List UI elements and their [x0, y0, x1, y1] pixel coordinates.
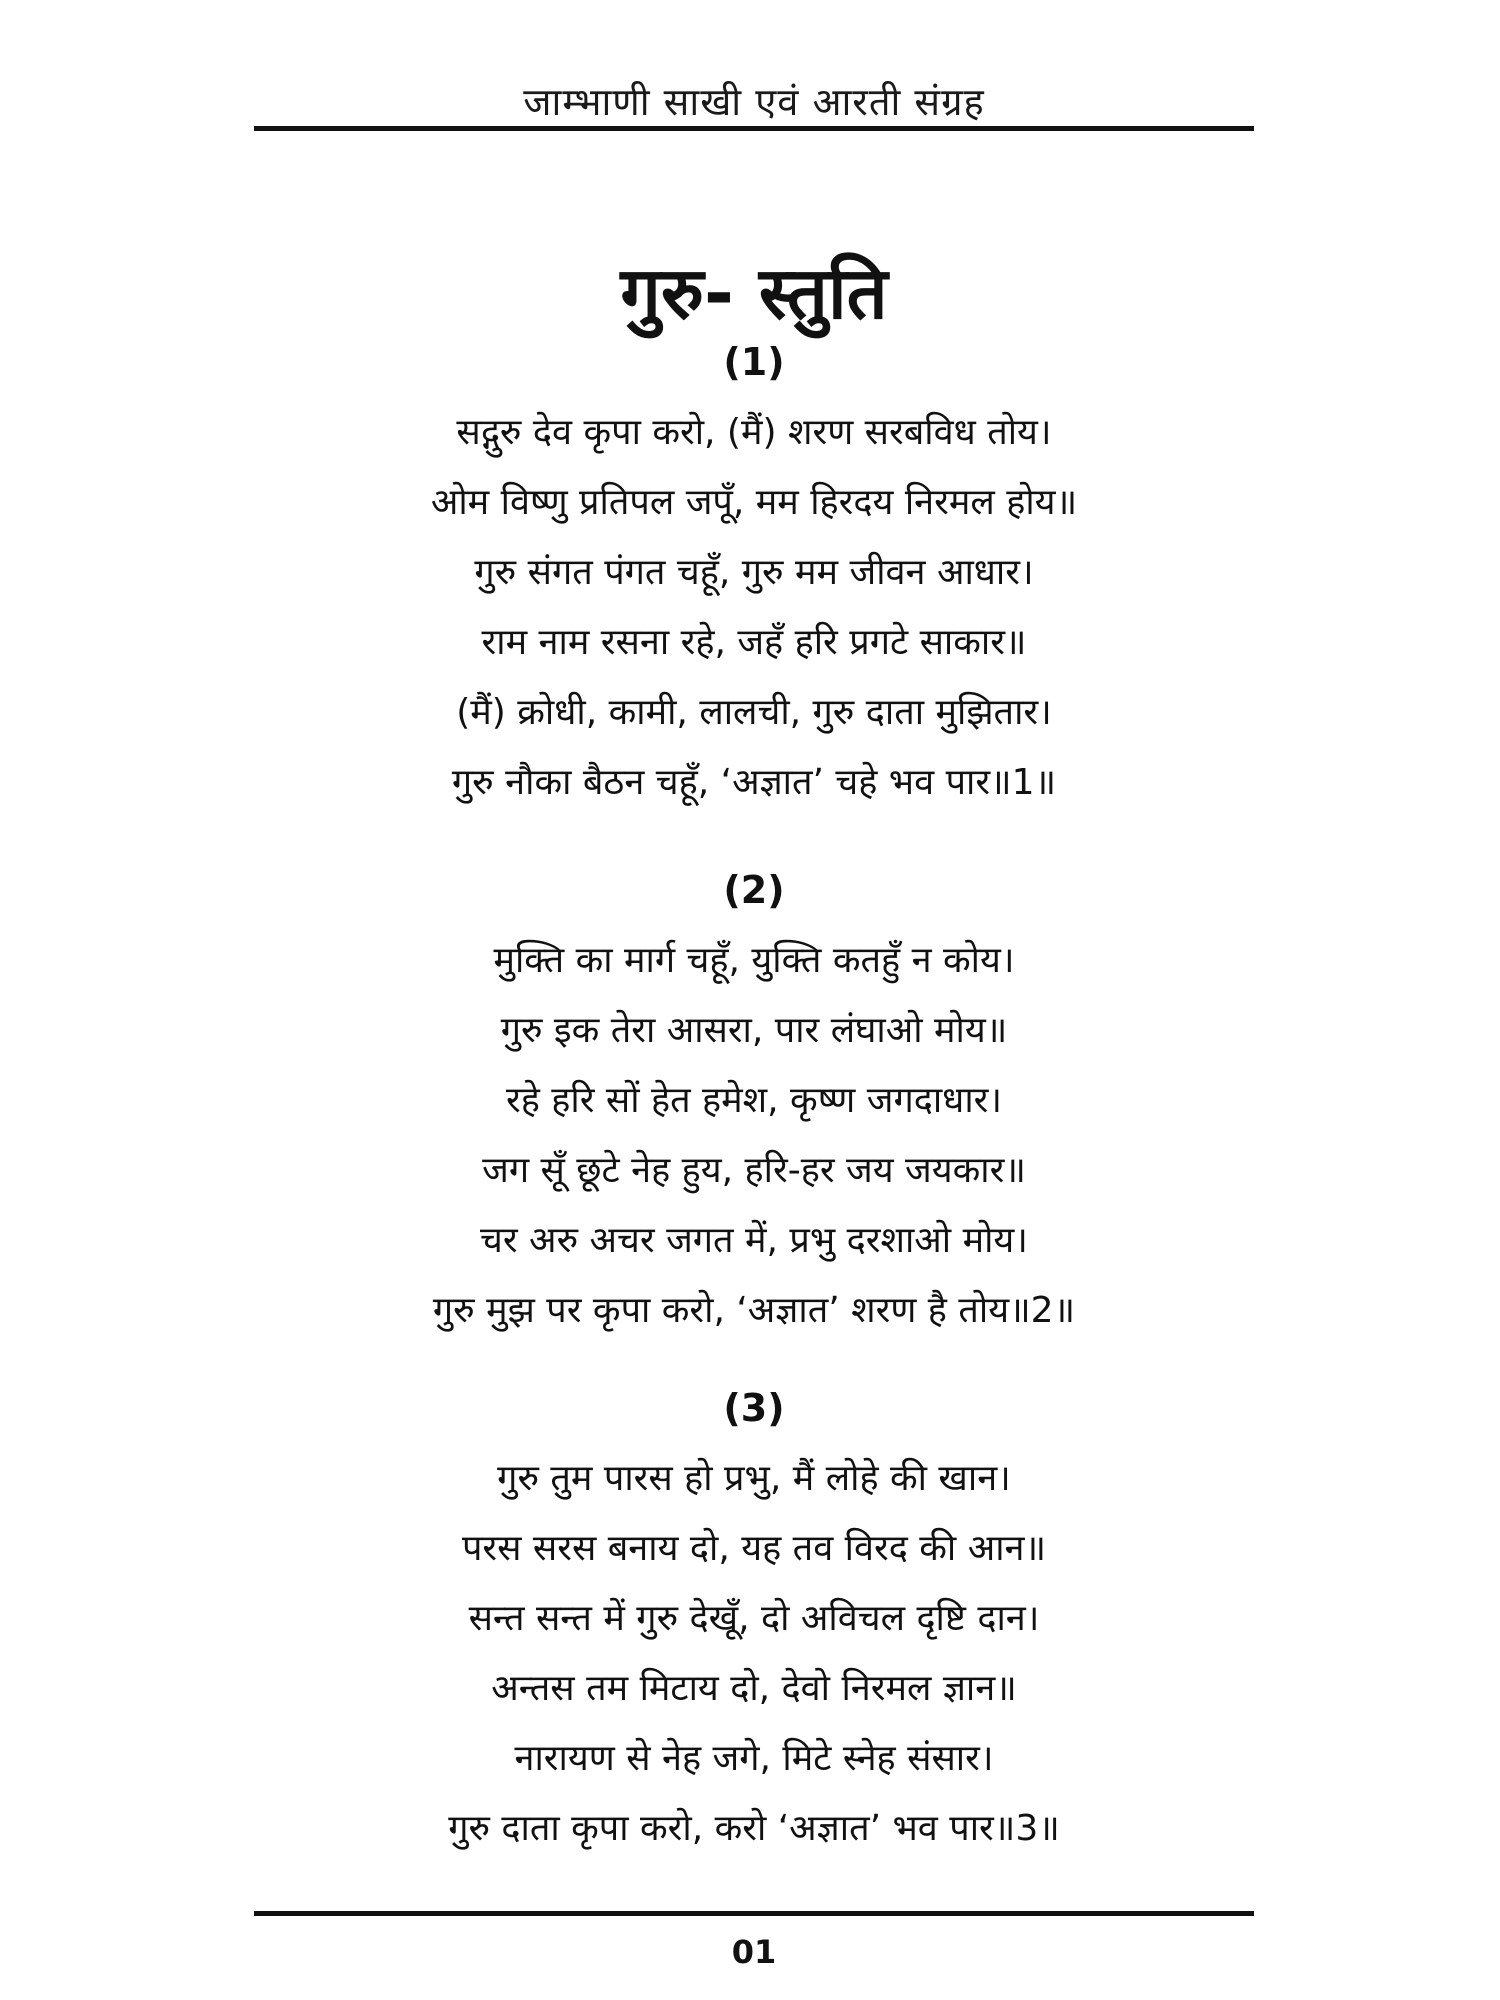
- verse-line: (मैं) क्रोधी, कामी, लालची, गुरु दाता मुझितार।: [456, 692, 1052, 733]
- stanza-number: (3): [723, 1386, 785, 1430]
- stanza-number: (2): [723, 868, 785, 912]
- verse-line: गुरु संगत पंगत चहूँ, गुरु मम जीवन आधार।: [474, 552, 1034, 593]
- header-rule: [254, 126, 1254, 131]
- verse-line: सद्गुरु देव कृपा करो, (मैं) शरण सरबविध तोय।: [456, 412, 1052, 453]
- stanza-2: [254, 862, 1254, 1346]
- verse-line: गुरु तुम पारस हो प्रभु, मैं लोहे की खान।: [497, 1458, 1011, 1499]
- verse-line: जग सूँ छूटे नेह हुय, हरि-हर जय जयकार॥: [482, 1150, 1026, 1191]
- page-title: गुरु- स्तुति: [620, 251, 888, 336]
- verse-line: गुरु दाता कृपा करो, करो ‘अज्ञात’ भव पार॥3॥: [448, 1808, 1060, 1849]
- running-header: जाम्भाणी साखी एवं आरती संग्रह: [523, 80, 985, 124]
- footer-rule: [254, 1911, 1254, 1916]
- verse-line: परस सरस बनाय दो, यह तव विरद की आन॥: [461, 1528, 1047, 1569]
- verse-line: राम नाम रसना रहे, जहँ हरि प्रगटे साकार॥: [481, 622, 1027, 663]
- verse-line: मुक्ति का मार्ग चहूँ, युक्ति कतहुँ न कोय।: [493, 940, 1015, 981]
- verse-line: गुरु इक तेरा आसरा, पार लंघाओ मोय॥: [500, 1010, 1008, 1051]
- page-number: 01: [731, 1933, 777, 1971]
- verse-line: सन्त सन्त में गुरु देखूँ, दो अविचल दृष्टि दान।: [468, 1598, 1040, 1639]
- stanza-3: [254, 1380, 1254, 1864]
- stanza-number: (1): [723, 340, 785, 384]
- verse-line: चर अरु अचर जगत में, प्रभु दरशाओ मोय।: [480, 1220, 1028, 1261]
- verse-line: ओम विष्णु प्रतिपल जपूँ, मम हिरदय निरमल होय॥: [430, 482, 1078, 523]
- verse-line: नारायण से नेह जगे, मिटे स्नेह संसार।: [514, 1738, 994, 1779]
- verse-line: रहे हरि सों हेत हमेश, कृष्ण जगदाधार।: [505, 1080, 1003, 1121]
- verse-line: गुरु मुझ पर कृपा करो, ‘अज्ञात’ शरण है तोय॥2॥: [432, 1290, 1076, 1331]
- stanza-1: [254, 334, 1254, 818]
- verse-line: गुरु नौका बैठन चहूँ, ‘अज्ञात’ चहे भव पार॥1॥: [451, 762, 1057, 803]
- verse-line: अन्तस तम मिटाय दो, देवो निरमल ज्ञान॥: [491, 1668, 1017, 1709]
